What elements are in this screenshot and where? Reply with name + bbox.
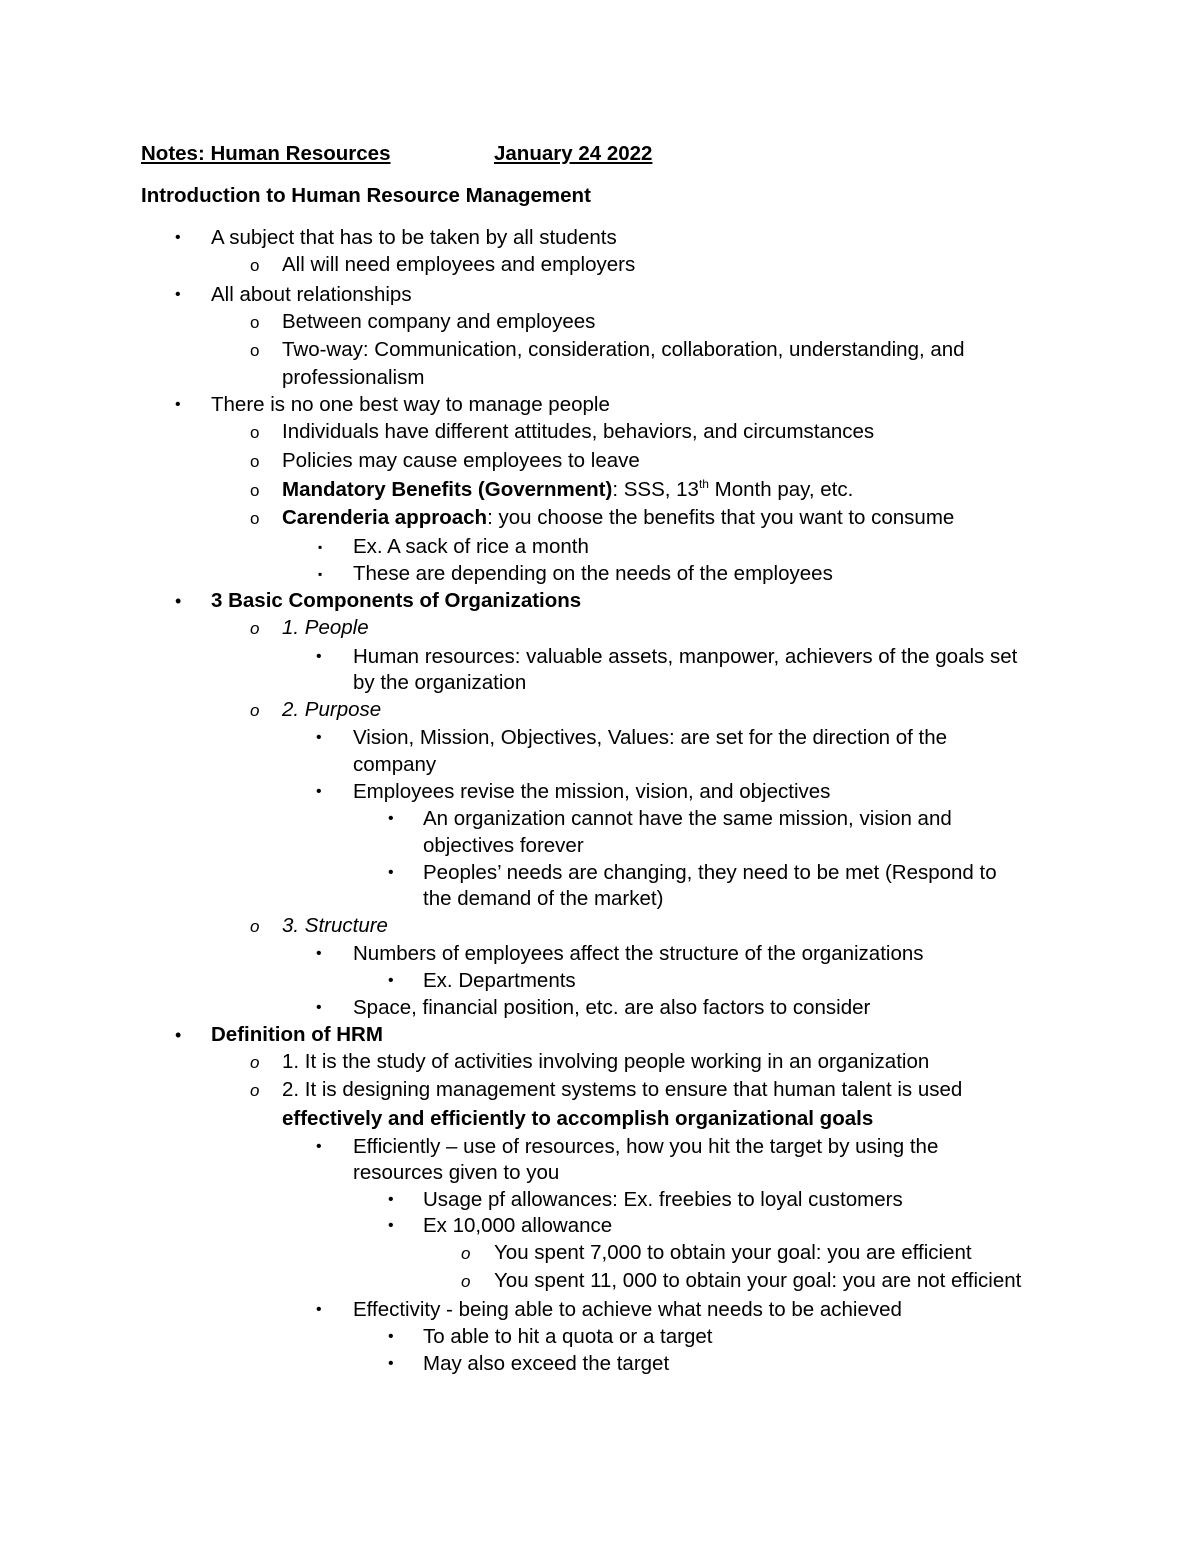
list-item: All about relationships bbox=[211, 283, 412, 306]
list-item: Effectivity - being able to achieve what needs to be achieved bbox=[353, 1298, 902, 1321]
circle-marker: o bbox=[461, 1244, 471, 1263]
list-item bbox=[282, 505, 954, 531]
list-item: An organization cannot have the same mission, vision and bbox=[423, 807, 952, 830]
arrow-marker: • bbox=[316, 999, 322, 1016]
arrow-marker: • bbox=[316, 648, 322, 665]
circle-marker: o bbox=[250, 452, 260, 471]
list-item-text: : you choose the benefits that you want to consume bbox=[487, 506, 955, 529]
list-item: Usage pf allowances: Ex. freebies to loyal customers bbox=[423, 1188, 903, 1211]
circle-marker: o bbox=[250, 423, 260, 442]
list-item bbox=[282, 477, 853, 503]
list-item: 3. Structure bbox=[282, 914, 388, 937]
list-item: 3 Basic Components of Organizations bbox=[211, 589, 582, 612]
circle-marker: o bbox=[461, 1272, 471, 1291]
notes-title: Notes: Human Resources bbox=[141, 142, 391, 165]
arrow-marker: • bbox=[316, 1301, 322, 1318]
list-item: May also exceed the target bbox=[423, 1352, 670, 1375]
square-marker: ▪ bbox=[318, 567, 323, 581]
arrow-marker: • bbox=[316, 945, 322, 962]
list-item-continuation: resources given to you bbox=[353, 1161, 560, 1184]
list-item-continuation: professionalism bbox=[282, 366, 425, 389]
list-item-continuation: company bbox=[353, 753, 437, 776]
list-item-continuation: by the organization bbox=[353, 671, 527, 694]
bullet-marker: • bbox=[388, 864, 394, 881]
list-item: Space, financial position, etc. are also factors to consider bbox=[353, 996, 871, 1019]
list-item: 2. It is designing management systems to ensure that human talent is used bbox=[282, 1078, 963, 1101]
list-item: 1. People bbox=[282, 616, 369, 639]
bullet-marker: • bbox=[175, 1025, 182, 1045]
arrow-marker: • bbox=[316, 729, 322, 746]
list-item: Individuals have different attitudes, behaviors, and circumstances bbox=[282, 420, 875, 443]
circle-marker: o bbox=[250, 256, 260, 275]
square-marker: ▪ bbox=[318, 540, 323, 554]
list-item: 2. Purpose bbox=[282, 698, 382, 721]
list-item: 1. It is the study of activities involving people working in an organization bbox=[282, 1050, 930, 1073]
list-item: A subject that has to be taken by all students bbox=[211, 226, 617, 249]
list-item: Policies may cause employees to leave bbox=[282, 449, 640, 472]
bullet-marker: • bbox=[388, 1355, 394, 1372]
circle-marker: o bbox=[250, 481, 260, 500]
list-item: You spent 7,000 to obtain your goal: you are efficient bbox=[494, 1241, 972, 1264]
list-item: Human resources: valuable assets, manpower, achievers of the goals set bbox=[353, 645, 1018, 668]
circle-marker: o bbox=[250, 1081, 260, 1100]
list-item: Two-way: Communication, consideration, collaboration, understanding, and bbox=[282, 338, 965, 361]
carenderia-label: Carenderia approach bbox=[282, 506, 488, 529]
list-item-continuation: effectively and efficiently to accomplish organizational goals bbox=[282, 1107, 874, 1130]
list-item: Ex. Departments bbox=[423, 969, 576, 992]
circle-marker: o bbox=[250, 619, 260, 638]
circle-marker: o bbox=[250, 313, 260, 332]
bullet-marker: • bbox=[388, 1217, 394, 1234]
list-item-text: Month pay, etc. bbox=[708, 478, 854, 501]
list-item: There is no one best way to manage people bbox=[211, 393, 610, 416]
list-item: Employees revise the mission, vision, and objectives bbox=[353, 780, 831, 803]
list-item: All will need employees and employers bbox=[282, 253, 636, 276]
list-item: Peoples’ needs are changing, they need to be met (Respond to bbox=[423, 861, 997, 884]
circle-marker: o bbox=[250, 917, 260, 936]
circle-marker: o bbox=[250, 341, 260, 360]
list-item: You spent 11, 000 to obtain your goal: you are not efficient bbox=[494, 1269, 1022, 1292]
arrow-marker: • bbox=[316, 1138, 322, 1155]
notes-date: January 24 2022 bbox=[494, 142, 653, 165]
list-item-continuation: the demand of the market) bbox=[423, 887, 664, 910]
bullet-marker: • bbox=[388, 1328, 394, 1345]
mandatory-benefits-label: Mandatory Benefits (Government) bbox=[282, 478, 613, 501]
bullet-marker: • bbox=[175, 396, 181, 413]
list-item: Ex 10,000 allowance bbox=[423, 1214, 613, 1237]
circle-marker: o bbox=[250, 701, 260, 720]
bullet-marker: • bbox=[175, 229, 181, 246]
list-item: Definition of HRM bbox=[211, 1023, 383, 1046]
arrow-marker: • bbox=[316, 783, 322, 800]
section-heading: Introduction to Human Resource Management bbox=[141, 184, 591, 207]
list-item: Ex. A sack of rice a month bbox=[353, 535, 589, 558]
list-item-continuation: objectives forever bbox=[423, 834, 584, 857]
list-item: These are depending on the needs of the employees bbox=[353, 562, 833, 585]
superscript: th bbox=[698, 477, 709, 492]
circle-marker: o bbox=[250, 509, 260, 528]
list-item: Between company and employees bbox=[282, 310, 596, 333]
list-item: Numbers of employees affect the structure of the organizations bbox=[353, 942, 924, 965]
list-item: Vision, Mission, Objectives, Values: are set for the direction of the bbox=[353, 726, 948, 749]
list-item-text: : SSS, 13 bbox=[612, 478, 699, 501]
circle-marker: o bbox=[250, 1053, 260, 1072]
bullet-marker: • bbox=[175, 591, 182, 611]
list-item: To able to hit a quota or a target bbox=[423, 1325, 713, 1348]
bullet-marker: • bbox=[388, 1191, 394, 1208]
bullet-marker: • bbox=[175, 286, 181, 303]
bullet-marker: • bbox=[388, 810, 394, 827]
list-item: Efficiently – use of resources, how you hit the target by using the bbox=[353, 1135, 939, 1158]
bullet-marker: • bbox=[388, 972, 394, 989]
